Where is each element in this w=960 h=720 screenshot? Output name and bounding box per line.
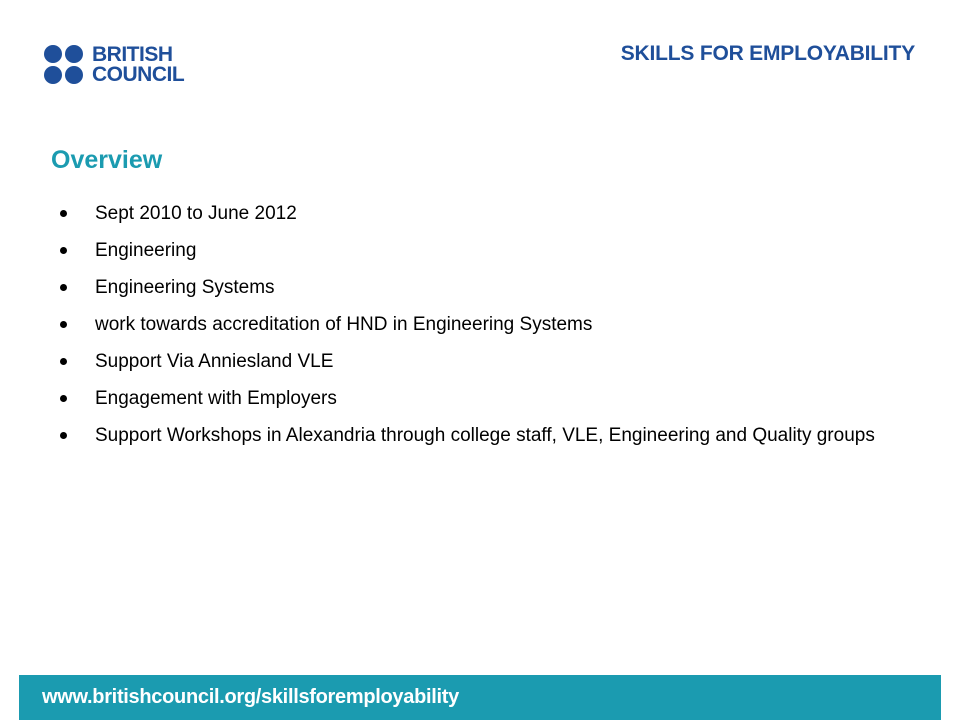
bullet-text: Engineering Systems — [95, 277, 275, 298]
logo-dots-icon — [44, 45, 84, 85]
bullet-text: work towards accreditation of HND in Engineering Systems — [95, 314, 593, 335]
bullet-item — [60, 387, 880, 411]
bullet-text: Support Via Anniesland VLE — [95, 351, 334, 372]
bullet-item — [60, 276, 880, 300]
logo-dot — [65, 66, 83, 84]
logo-dot — [44, 66, 62, 84]
british-council-logo — [44, 42, 184, 88]
footer-url: www.britishcouncil.org/skillsforemployability — [42, 686, 459, 708]
logo-wordmark — [92, 45, 184, 85]
logo-line-2: COUNCIL — [92, 63, 185, 86]
bullet-icon — [60, 395, 67, 402]
logo-dot — [44, 45, 62, 63]
bullet-text: Support Workshops in Alexandria through college staff, VLE, Engineering and Quality groups — [95, 425, 875, 446]
bullet-text: Sept 2010 to June 2012 — [95, 203, 297, 224]
bullet-item — [60, 424, 880, 448]
bullet-item — [60, 313, 880, 337]
bullet-icon — [60, 247, 67, 254]
bullet-icon — [60, 284, 67, 291]
logo-line-1: BRITISH — [92, 43, 173, 66]
logo-dot — [65, 45, 83, 63]
bullet-icon — [60, 321, 67, 328]
footer-band — [19, 675, 941, 720]
bullet-icon — [60, 210, 67, 217]
program-tagline: SKILLS FOR EMPLOYABILITY — [620, 42, 915, 65]
bullet-text: Engineering — [95, 240, 197, 261]
bullet-item — [60, 202, 880, 226]
bullet-item — [60, 239, 880, 263]
bullet-text: Engagement with Employers — [95, 388, 337, 409]
bullet-icon — [60, 432, 67, 439]
slide-title: Overview — [51, 146, 163, 174]
bullet-item — [60, 350, 880, 374]
bullet-list — [60, 202, 880, 461]
bullet-icon — [60, 358, 67, 365]
